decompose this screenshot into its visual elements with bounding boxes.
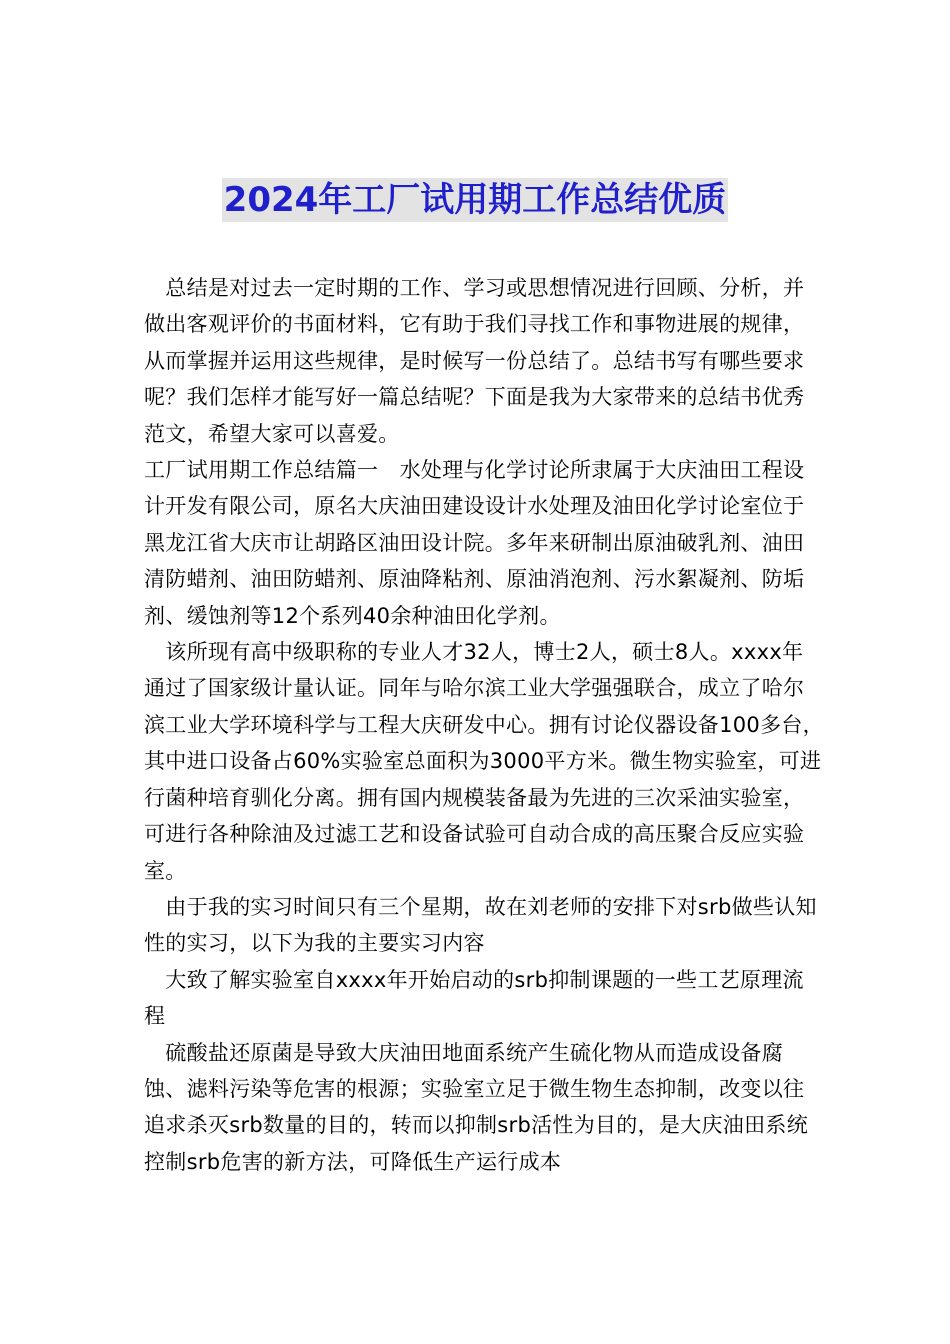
paragraph-process-overview: 大致了解实验室自xxxx年开始启动的srb抑制课题的一些工艺原理流程 [144, 967, 804, 1029]
document-body [144, 270, 824, 1180]
paragraph-srb-background: 硫酸盐还原菌是导致大庆油田地面系统产生硫化物从而造成设备腐蚀、滤料污染等危害的根源；实验室立足于微生物生态抑制，改变以往追求杀灭srb数量的目的，转而以抑制srb活性为目的，是大庆油田系统控制srb危害的新方法，可降低生产运行成本 [144, 1040, 809, 1174]
paragraph-section-one: 工厂试用期工作总结篇一 水处理与化学讨论所隶属于大庆油田工程设计开发有限公司，原名大庆油田建设设计水处理及油田化学讨论室位于黑龙江省大庆市让胡路区油田设计院。多年来研制出原油破乳剂、油田清防蜡剂、油田防蜡剂、原油降粘剂、原油消泡剂、污水絮凝剂、防垢剂、缓蚀剂等12个系列40余种油田化学剂。 [144, 458, 805, 628]
paragraph-institute-staff: 该所现有高中级职称的专业人才32人，博士2人，硕士8人。xxxx年通过了国家级计量认证。同年与哈尔滨工业大学强强联合，成立了哈尔滨工业大学环境科学与工程大庆研发中心。拥有讨论仪器设备100多台，其中进口设备占60%实验室总面积为3000平方米。微生物实验室，可进行菌种培育驯化分离。拥有国内规模装备最为先进的三次采油实验室，可进行各种除油及过滤工艺和设备试验可自动合成的高压聚合反应实验室。 [144, 640, 824, 883]
document-title: 2024年工厂试用期工作总结优质 [223, 180, 727, 220]
paragraph-internship-arrangement: 由于我的实习时间只有三个星期，故在刘老师的安排下对srb做些认知性的实习，以下为我的主要实习内容 [144, 894, 817, 956]
paragraph-intro: 总结是对过去一定时期的工作、学习或思想情况进行回顾、分析，并做出客观评价的书面材料，它有助于我们寻找工作和事物进展的规律，从而掌握并运用这些规律，是时候写一份总结了。总结书写有哪些要求呢？我们怎样才能写好一篇总结呢？下面是我为大家带来的总结书优秀范文，希望大家可以喜爱。 [144, 276, 805, 446]
title-container [0, 178, 950, 222]
